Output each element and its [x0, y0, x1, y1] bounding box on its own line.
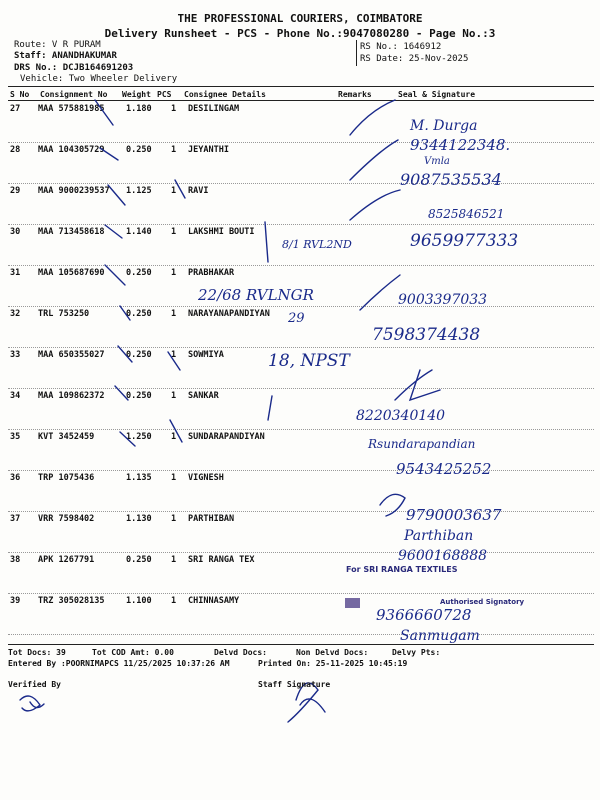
cell-pcs: 1	[171, 227, 177, 237]
cell-consignment: KVT 3452459	[38, 432, 95, 442]
hw-r30-phone: 9659977333	[410, 231, 519, 251]
hw-r32-remark: 29	[288, 311, 305, 326]
cell-sno: 31	[10, 268, 21, 278]
stamp-smudge	[345, 598, 360, 608]
cell-sno: 27	[10, 104, 21, 114]
hw-r29-phone: 8525846521	[428, 207, 505, 221]
cell-pcs: 1	[171, 514, 177, 524]
cell-pcs: 1	[171, 350, 177, 360]
col-sno: S No	[10, 90, 30, 99]
cell-consignee: DESILINGAM	[188, 104, 240, 114]
cell-pcs: 1	[171, 186, 177, 196]
cell-weight: 0.250	[126, 391, 152, 401]
delvd-docs: Delvd Docs:	[214, 648, 267, 657]
hw-r28-phone: 9087535534	[400, 170, 502, 189]
cell-weight: 1.250	[126, 432, 152, 442]
cell-sno: 35	[10, 432, 21, 442]
cell-sno: 28	[10, 145, 21, 155]
printed-on: Printed On: 25-11-2025 10:45:19	[258, 659, 408, 668]
cell-consignment: MAA 575881985	[38, 104, 105, 114]
cell-weight: 1.100	[126, 596, 152, 606]
hw-r27-name: M. Durga	[410, 118, 478, 134]
staff-signature-label: Staff Signature	[258, 680, 331, 689]
cell-sno: 34	[10, 391, 21, 401]
cell-weight: 1.130	[126, 514, 152, 524]
cell-pcs: 1	[171, 473, 177, 483]
cell-consignment: MAA 713458618	[38, 227, 105, 237]
hw-r31-remark: 22/68 RVLNGR	[198, 286, 314, 304]
cell-consignment: MAA 105687690	[38, 268, 105, 278]
hw-r30-remark: 8/1 RVL2ND	[282, 238, 352, 251]
hw-r28-name: Vmla	[424, 156, 450, 167]
col-pcs: PCS	[157, 90, 172, 99]
cell-sno: 33	[10, 350, 21, 360]
col-seal-signature: Seal & Signature	[398, 90, 476, 99]
verified-by-label: Verified By	[8, 680, 61, 689]
cell-consignment: MAA 109862372	[38, 391, 105, 401]
cell-consignee: LAKSHMI BOUTI	[188, 227, 255, 237]
cell-sno: 39	[10, 596, 21, 606]
cell-pcs: 1	[171, 309, 177, 319]
hw-r31-phone: 9003397033	[398, 292, 488, 308]
cell-consignment: APK 1267791	[38, 555, 95, 565]
cell-consignee: RAVI	[188, 186, 209, 196]
col-consignment: Consignment No	[40, 90, 108, 99]
hw-r35-name: Rsundarapandian	[368, 437, 476, 451]
tot-docs: Tot Docs: 39	[8, 648, 66, 657]
cell-weight: 1.140	[126, 227, 152, 237]
cell-consignee: SUNDARAPANDIYAN	[188, 432, 265, 442]
cell-consignment: MAA 9000239537	[38, 186, 110, 196]
cell-pcs: 1	[171, 145, 177, 155]
cell-weight: 0.250	[126, 145, 152, 155]
entered-by: Entered By :POORNIMAPCS 11/25/2025 10:37:26 AM	[8, 659, 230, 668]
cell-pcs: 1	[171, 596, 177, 606]
hw-r34-phone: 8220340140	[356, 408, 446, 424]
cell-consignment: TRZ 305028135	[38, 596, 105, 606]
cell-consignment: VRR 7598402	[38, 514, 95, 524]
cell-weight: 1.180	[126, 104, 152, 114]
cell-weight: 1.125	[126, 186, 152, 196]
col-weight: Weight	[122, 90, 151, 99]
cell-sno: 38	[10, 555, 21, 565]
route-text: Route: V R PURAM	[14, 40, 101, 50]
cell-consignment: MAA 650355027	[38, 350, 105, 360]
rs-date-text: RS Date: 25-Nov-2025	[360, 54, 469, 64]
cell-consignment: MAA 104305729	[38, 145, 105, 155]
cell-consignee: SANKAR	[188, 391, 219, 401]
col-consignee: Consignee Details	[184, 90, 266, 99]
tot-cod: Tot COD Amt: 0.00	[92, 648, 174, 657]
cell-consignee: CHINNASAMY	[188, 596, 240, 606]
cell-weight: 1.135	[126, 473, 152, 483]
delvy-pts: Delvy Pts:	[392, 648, 441, 657]
drs-text: DRS No.: DCJB164691203	[14, 63, 134, 73]
footer-rule	[8, 644, 594, 645]
cell-sno: 29	[10, 186, 21, 196]
stamp-r38-sub: Authorised Signatory	[440, 598, 525, 606]
cell-consignment: TRL 753250	[38, 309, 90, 319]
hw-r39-name: Sanmugam	[400, 628, 480, 644]
runsheet-subtitle: Delivery Runsheet - PCS - Phone No.:9047080280 - Page No.:3	[104, 27, 496, 40]
hw-r35-phone: 9543425252	[396, 460, 492, 478]
cell-pcs: 1	[171, 432, 177, 442]
cell-pcs: 1	[171, 268, 177, 278]
col-remarks: Remarks	[338, 90, 372, 99]
hw-r37-name: Parthiban	[404, 528, 474, 544]
stamp-r38: For SRI RANGA TEXTILES	[346, 565, 458, 574]
hw-r33-remark: 18, NPST	[268, 351, 350, 371]
staff-text: Staff: ANANDHAKUMAR	[14, 51, 117, 61]
cell-weight: 0.250	[126, 350, 152, 360]
hw-r27-phone: 9344122348.	[410, 136, 511, 154]
vehicle-text: Vehicle: Two Wheeler Delivery	[20, 74, 178, 84]
hw-r37-phone: 9600168888	[398, 548, 488, 564]
cell-consignee: JEYANTHI	[188, 145, 229, 155]
cell-consignment: TRP 1075436	[38, 473, 95, 483]
cell-sno: 37	[10, 514, 21, 524]
cell-weight: 0.250	[126, 309, 152, 319]
hw-r36-phone: 9790003637	[406, 506, 502, 524]
cell-pcs: 1	[171, 391, 177, 401]
cell-sno: 30	[10, 227, 21, 237]
cell-consignee: NARAYANAPANDIYAN	[188, 309, 270, 319]
cell-consignee: PARTHIBAN	[188, 514, 235, 524]
cell-sno: 36	[10, 473, 21, 483]
cell-weight: 0.250	[126, 555, 152, 565]
cell-consignee: PRABHAKAR	[188, 268, 235, 278]
cell-consignee: VIGNESH	[188, 473, 224, 483]
rs-no-text: RS No.: 1646912	[360, 42, 442, 52]
cell-pcs: 1	[171, 555, 177, 565]
cell-pcs: 1	[171, 104, 177, 114]
hw-r32-phone: 7598374438	[372, 325, 481, 345]
non-delvd-docs: Non Delvd Docs:	[296, 648, 369, 657]
cell-consignee: SRI RANGA TEX	[188, 555, 255, 565]
hw-r39-phone: 9366660728	[376, 606, 472, 624]
cell-consignee: SOWMIYA	[188, 350, 224, 360]
cell-weight: 0.250	[126, 268, 152, 278]
company-title: THE PROFESSIONAL COURIERS, COIMBATORE	[177, 12, 423, 25]
cell-sno: 32	[10, 309, 21, 319]
